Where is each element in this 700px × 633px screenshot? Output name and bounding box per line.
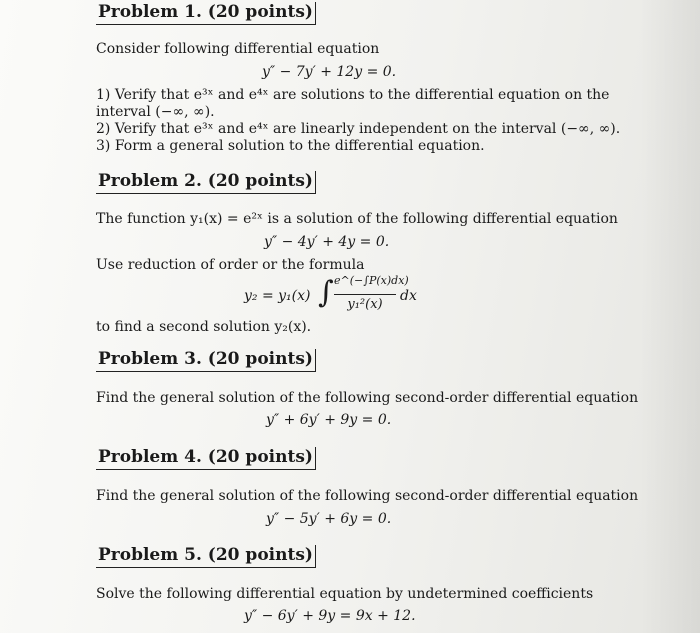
problem-1-heading: Problem 1. (20 points): [96, 2, 316, 25]
problem-5-equation: y″ − 6y′ + 9y = 9x + 12.: [244, 608, 416, 624]
problem-5-heading: Problem 5. (20 points): [96, 545, 316, 568]
problem-2-tail: to find a second solution y₂(x).: [96, 319, 312, 335]
fraction-bar: [334, 294, 396, 295]
problem-2-equation: y″ − 4y′ + 4y = 0.: [264, 234, 390, 250]
formula-dx: dx: [400, 288, 417, 304]
formula-denominator: y₁²(x): [347, 297, 383, 312]
problem-1-item-2: 2) Verify that e³ˣ and e⁴ˣ are linearly independent on the interval (−∞, ∞).: [96, 121, 621, 137]
problem-2-heading: Problem 2. (20 points): [96, 171, 316, 194]
formula-lhs: y₂ = y₁(x): [244, 288, 311, 304]
problem-2-method: Use reduction of order or the formula: [96, 257, 365, 273]
problem-5-intro: Solve the following differential equation by undetermined coefficients: [96, 586, 594, 602]
problem-3-equation: y″ + 6y′ + 9y = 0.: [266, 412, 392, 428]
problem-4-equation: y″ − 5y′ + 6y = 0.: [266, 511, 392, 527]
page-shadow: [640, 0, 700, 633]
problem-4-intro: Find the general solution of the following second-order differential equation: [96, 488, 639, 504]
problem-2-intro: The function y₁(x) = e²ˣ is a solution of the following differential equation: [96, 211, 618, 227]
integral-sign: ∫: [318, 275, 334, 310]
problem-4-heading: Problem 4. (20 points): [96, 447, 316, 470]
problem-1-item-3: 3) Form a general solution to the differential equation.: [96, 138, 485, 154]
problem-3-heading: Problem 3. (20 points): [96, 349, 316, 372]
problem-1-item-1-line-1: 1) Verify that e³ˣ and e⁴ˣ are solutions to the differential equation on the: [96, 87, 610, 103]
problem-1-equation: y″ − 7y′ + 12y = 0.: [262, 64, 397, 80]
problem-1-intro: Consider following differential equation: [96, 41, 380, 57]
problem-1-item-1-line-2: interval (−∞, ∞).: [96, 104, 215, 120]
problem-3-intro: Find the general solution of the following second-order differential equation: [96, 390, 639, 406]
formula-numerator: e^(−∫P(x)dx): [334, 274, 409, 287]
